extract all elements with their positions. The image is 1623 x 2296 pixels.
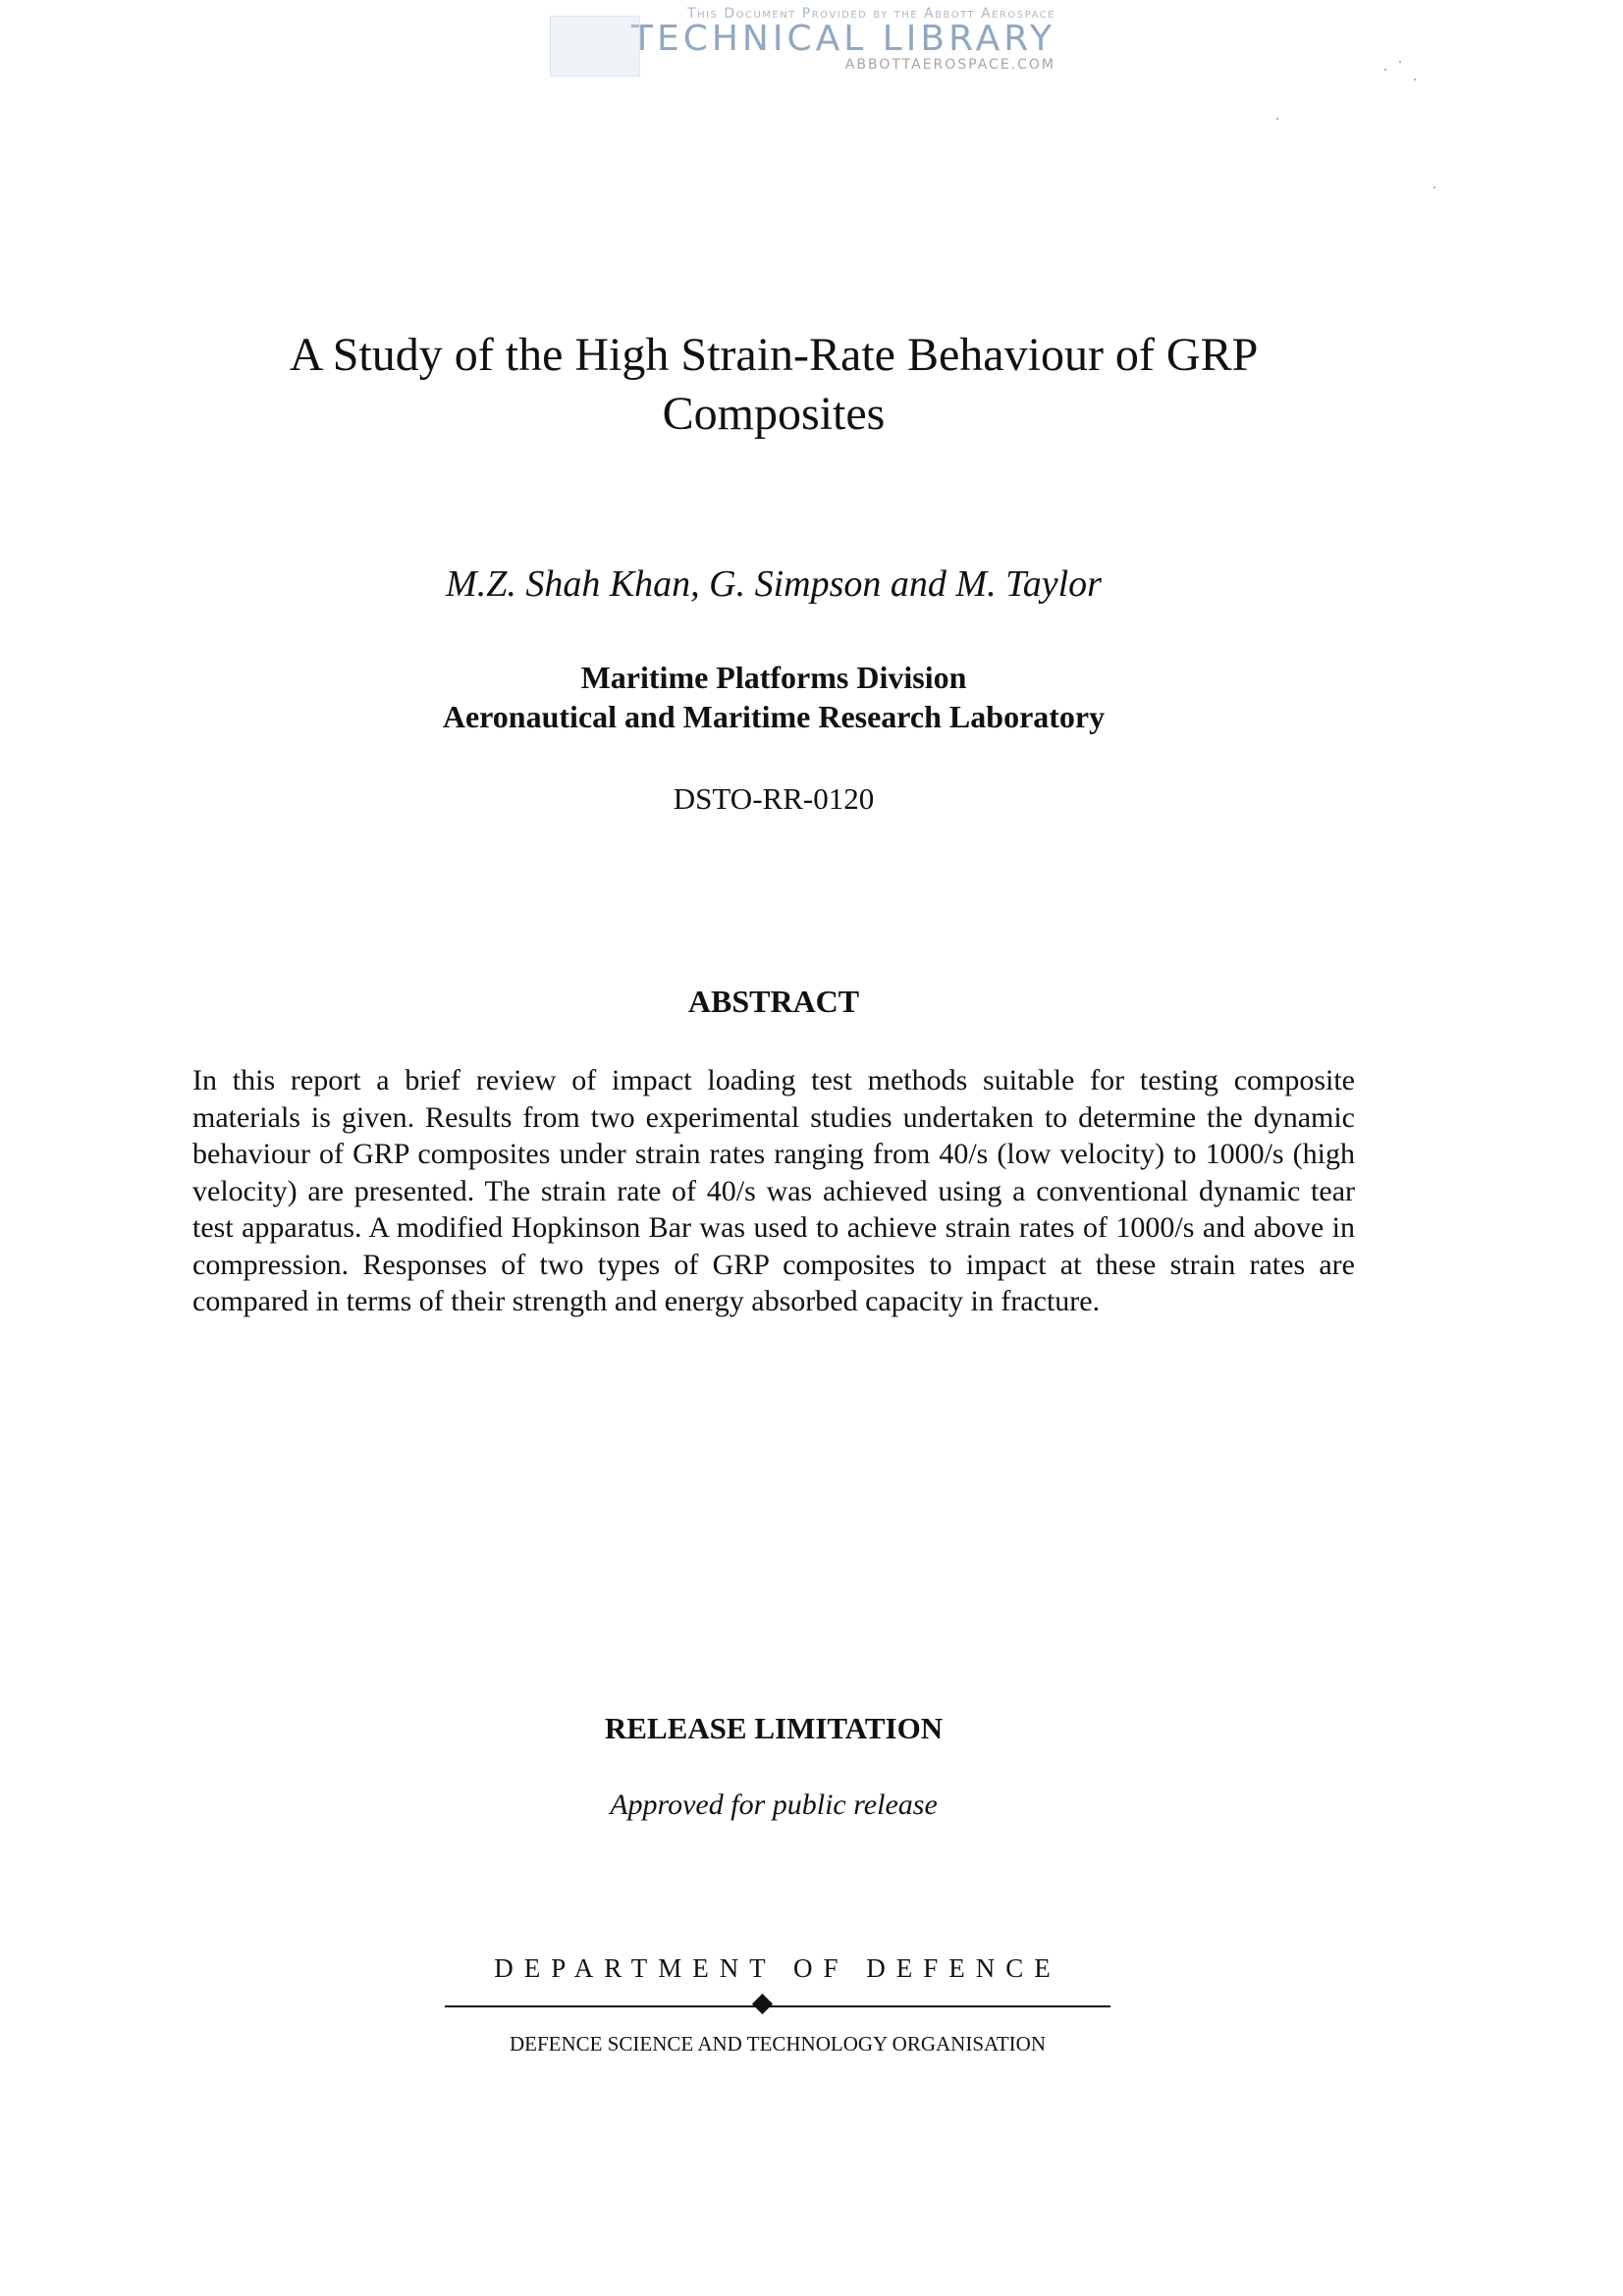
release-heading: RELEASE LIMITATION xyxy=(604,1711,944,1745)
authors: M.Z. Shah Khan, G. Simpson and M. Taylor xyxy=(446,563,1102,605)
title-line1: A Study of the High Strain-Rate Behaviour of GRP xyxy=(289,329,1259,381)
watermark-line2: TECHNICAL LIBRARY xyxy=(630,19,1055,59)
title-line2: Composites xyxy=(662,388,886,440)
watermark-line1: This Document Provided by the Abbott Aerospace xyxy=(687,6,1055,22)
divider-rule xyxy=(445,2005,1110,2007)
department-name: DEPARTMENT OF DEFENCE xyxy=(494,1953,1061,1983)
document-title xyxy=(185,326,1363,444)
abstract-heading: ABSTRACT xyxy=(687,984,860,1019)
watermark-line3: ABBOTTAEROSPACE.COM xyxy=(844,57,1055,73)
organisation xyxy=(185,658,1363,736)
watermark xyxy=(545,6,1055,73)
laboratory: Aeronautical and Maritime Research Laboratory xyxy=(442,699,1106,734)
report-number: DSTO-RR-0120 xyxy=(673,781,875,816)
diamond-icon xyxy=(752,1994,773,2014)
release-text: Approved for public release xyxy=(610,1789,938,1821)
book-logo-icon xyxy=(550,16,640,77)
abstract-text: In this report a brief review of impact loading test methods suitable for testing composite materials is given. Results from two experimental studies undertaken to determine the dynamic behaviour of GRP composites under strain rates ranging from 40/s (low velocity) to 1000/s (high velocity) are presented. The strain rate of 40/s was achieved using a conventional dynamic tear test apparatus. A modified Hopkinson Bar was used to achieve strain rates of 1000/s and above in compression. Responses of two types of GRP composites to impact at these strain rates are compared in terms of their strength and energy absorbed capacity in fracture. xyxy=(192,1064,1355,1317)
organisation-name: DEFENCE SCIENCE AND TECHNOLOGY ORGANISATION xyxy=(510,2032,1046,2056)
division: Maritime Platforms Division xyxy=(580,660,967,695)
